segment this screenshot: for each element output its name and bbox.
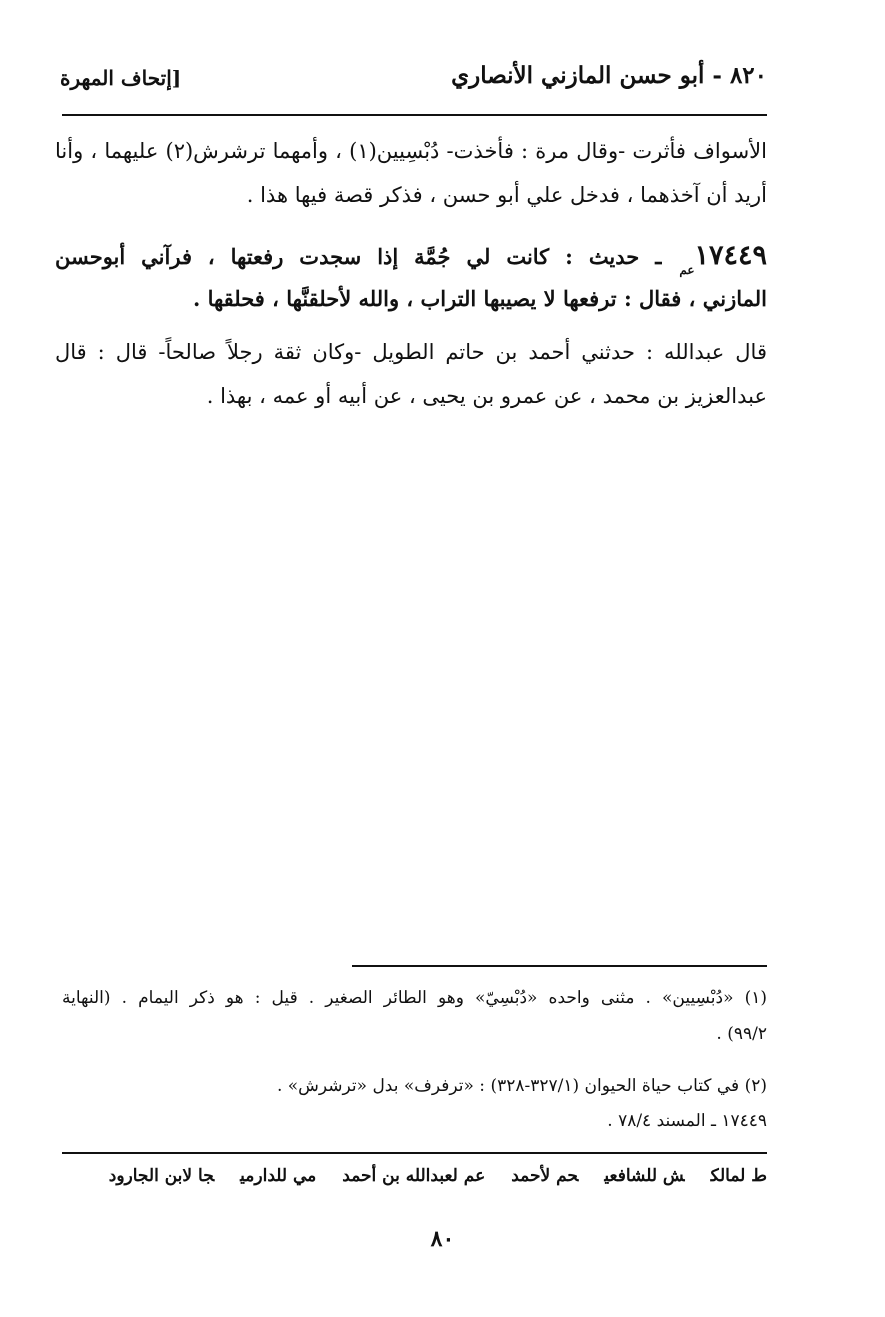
legend-item: ط لمالك [710, 1166, 767, 1186]
text-line: المازني ، فقال : ترفعها لا يصيبها التراب ، والله لأحلقنَّها ، فحلقها . [192, 286, 767, 311]
text-line: أريد أن آخذهما ، فدخل علي أبو حسن ، فذكر قصة فيها هذا . [246, 183, 767, 207]
paragraph-3 [55, 336, 767, 416]
header-rule [62, 114, 767, 116]
legend-item: مي للدارمي [240, 1166, 317, 1186]
text-line: الأسواف فأثرت -وقال مرة : فأخذت- دُبْسِيين(١) ، وأمهما ترشرش(٢) عليهما ، وأنا [55, 139, 767, 163]
footnote-separator [352, 965, 767, 967]
text-line: عبدالعزيز بن محمد ، عن عمرو بن يحيى ، عن أبيه أو عمه ، بهذا . [206, 384, 767, 408]
legend-item: جا لابن الجارود [108, 1166, 215, 1186]
text-line: قال عبدالله : حدثني أحمد بن حاتم الطويل -وكان ثقة رجلاً صالحاً- قال : قال [55, 340, 767, 364]
abbreviation-legend [62, 1166, 767, 1186]
source-code-mark: عم [679, 263, 695, 277]
hadith-first-line [55, 240, 768, 277]
paragraph-1 [55, 135, 767, 215]
hadith-paragraph [55, 236, 767, 326]
footnote-line: ١٧٤٤٩ ـ المسند ٧٨/٤ . [607, 1111, 767, 1131]
footnote-1 [62, 988, 767, 1058]
running-book-title: [إتحاف المهرة [60, 66, 182, 90]
footnote-line: (٢) في كتاب حياة الحيوان (٣٢٧/١-٣٢٨) : «ترفرف» بدل «ترشرش» . [276, 1076, 767, 1096]
legend-rule [62, 1152, 767, 1154]
legend-item: عم لعبدالله بن أحمد [342, 1166, 486, 1186]
legend-item: ش للشافعي [604, 1166, 685, 1186]
hadith-text: ـ حديث : كانت لي جُمَّة إذا سجدت رفعتها ، فرآني أبوحسن [55, 244, 662, 269]
footnote-line: ٩٩/٢) . [716, 1024, 767, 1044]
hadith-number: ١٧٤٤٩ [694, 240, 768, 271]
page-header-title: ٨٢٠ - أبو حسن المازني الأنصاري [451, 62, 767, 89]
legend-item: حم لأحمد [511, 1166, 579, 1186]
footnote-line: (١) «دُبْسِيين» . مثنى واحده «دُبْسِيّ» وهو الطائر الصغير . قيل : هو ذكر اليمام . (النهاية [62, 988, 767, 1008]
page-number: ٨٠ [430, 1226, 455, 1252]
